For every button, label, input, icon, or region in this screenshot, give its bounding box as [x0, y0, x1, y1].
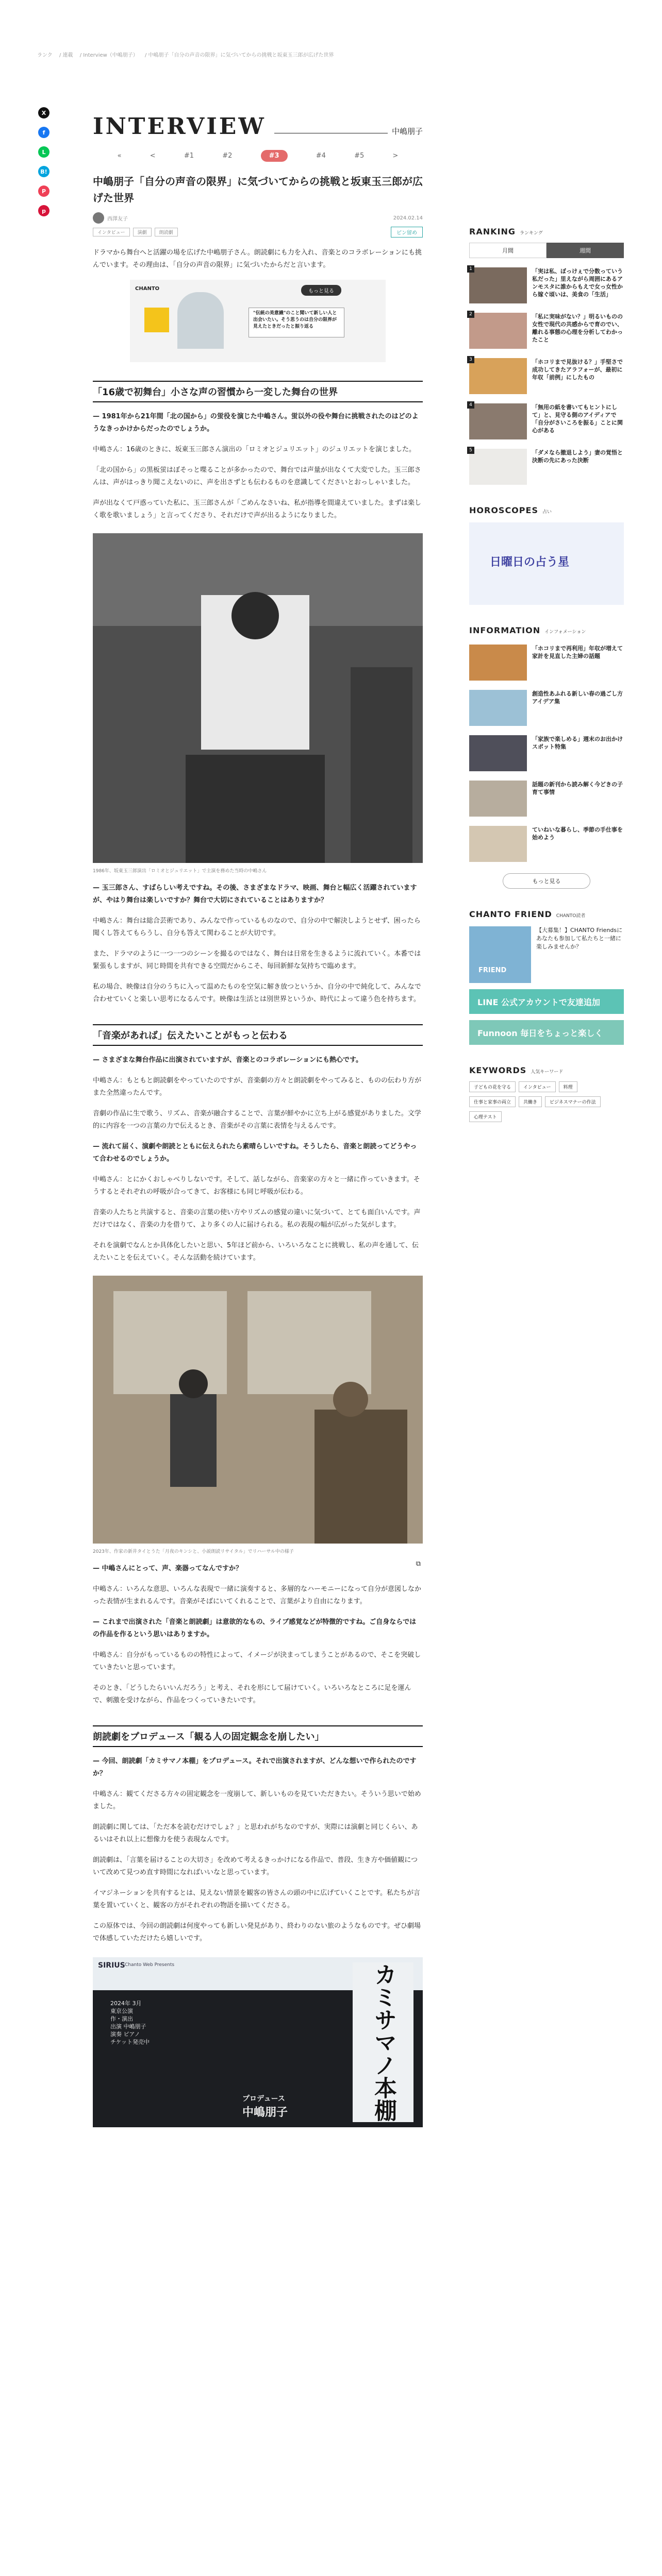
ranking-item[interactable] [469, 267, 624, 303]
ranking-thumb [469, 267, 527, 303]
ranking-tabs [469, 243, 624, 258]
keyword-chip[interactable]: 共働き [519, 1096, 542, 1107]
ranking-item[interactable] [469, 358, 624, 394]
writer-name[interactable]: 西澤友子 [107, 216, 128, 222]
banner-caption: "伝統の美意識"のこと聞いて新しい人と出会いたい。そう思うのは自分の限界が見えたときだったと振り返る [249, 308, 344, 337]
expand-icon[interactable]: ⧉ [416, 1560, 421, 1568]
ranking-thumb [469, 313, 527, 349]
ranking-heading [469, 227, 624, 236]
publish-date: 2024.02.14 [393, 215, 423, 221]
hatena-icon[interactable]: B! [38, 166, 49, 177]
rank-number: 4 [467, 401, 474, 409]
series-title: INTERVIEW [93, 113, 266, 140]
keyword-chip[interactable]: 子どもの花を守る [469, 1081, 516, 1092]
interview-answer: 中嶋さん：自分がもっているものの特性によって、イメージが決まってしまうことがあるので、そこを突破していきたいと思っています。 [93, 1651, 421, 1671]
line-banner[interactable]: LINE 公式アカウントで友達追加 [469, 989, 624, 1014]
interview-answer: 中嶋さん：もともと朗読劇をやっていたのですが、音楽劇の方々と朗読劇をやってみると、ものの伝わり方がまた全然違ったんです。 [93, 1077, 422, 1097]
pager-current: #3 [261, 150, 288, 162]
ranking-thumb [469, 449, 527, 485]
poster-line: 出演 中嶋朋子 [110, 2023, 146, 2030]
paragraph: 音楽の人たちと共演すると、音楽の言葉の使い方やリズムの感覚の違いに気づいて、とても面白いんです。声だけではなく、音楽の力を借りて、より多くの人に届けられる。私の表現の幅が広がった気がします。 [93, 1209, 421, 1229]
poster-sub: Chanto Web Presents [125, 1962, 175, 1968]
funnoon-banner[interactable]: Funnoon 毎日をちょっと楽しく [469, 1020, 624, 1045]
tag[interactable]: インタビュー [93, 228, 130, 236]
info-item[interactable] [469, 645, 624, 681]
keyword-chip[interactable]: 心理テスト [469, 1111, 502, 1122]
info-thumb [469, 735, 527, 771]
article-lead: ドラマから舞台へと活躍の場を広げた中嶋朋子さん。朗読劇にも力を入れ、音楽とのコラボレーションにも挑んでいます。その理由は、「自分の声音の限界」に気づいたからだと言います。 [93, 249, 422, 269]
poster-line: 作・演出 [110, 2015, 133, 2022]
pager-prev[interactable]: < [150, 152, 156, 160]
pager-1[interactable]: #1 [184, 152, 194, 160]
keywords-title: KEYWORDS [469, 1065, 527, 1075]
keyword-list [469, 1081, 624, 1126]
poster-author-name: 中嶋朋子 [242, 2106, 288, 2119]
breadcrumb-current: / 中嶋朋子「自分の声音の限界」に気づいてからの挑戦と坂東玉三郎が広げた世界 [144, 53, 334, 58]
stage-photo [93, 533, 423, 863]
ranking-text: 「無用の紙を書いてもヒントにして」と、見守る側のアイディアで「自分がさいころを振る」ことに関心がある [532, 404, 623, 434]
facebook-icon[interactable]: f [38, 127, 49, 138]
avatar [93, 212, 104, 224]
rank-number: 3 [467, 356, 474, 363]
more-button[interactable]: もっと見る [503, 873, 590, 889]
paragraph: この原体では、今回の朗読劇は何度やっても新しい発見があり、終わりのない旅のようなものです。ぜひ劇場で体感していただけたら嬉しいです。 [93, 1922, 421, 1942]
poster-line: 2024年 3月 [110, 2000, 142, 2007]
interview-answer: 中嶋さん：観てくださる方々の固定観念を一度崩して、新しいものを見ていただきたい。そういう思いで始めました。 [93, 1790, 421, 1810]
pager-first[interactable]: « [117, 152, 122, 160]
chanto-heading [469, 909, 624, 919]
stage-poster [93, 1957, 423, 2127]
interview-question: — さまざまな舞台作品に出演されていますが、音楽とのコラボレーションにも熱心です。 [93, 1056, 362, 1064]
ranking-thumb [469, 358, 527, 394]
breadcrumb-series[interactable]: / 連載 [59, 53, 73, 58]
section-heading: 朗読劇をプロデュース「観る人の固定観念を崩したい」 [93, 1725, 423, 1747]
banner-more-button[interactable]: もっと見る [301, 285, 341, 296]
paragraph: 声が出なくて戸惑っていた私に、玉三郎さんが「ごめんなさいね、私が指導を間違えていました。まずは楽しく歌を歌いましょう」と言ってくださり、それだけで声が出るようになりました。 [93, 499, 422, 519]
info-item[interactable] [469, 735, 624, 771]
ranking-item[interactable] [469, 449, 624, 485]
info-text: 話題の新刊から読み解く今どきの子育て事情 [532, 781, 623, 795]
ranking-item[interactable] [469, 403, 624, 439]
info-text: 「ホコリまで再利用」年収が増えて家計を見直した主婦の話題 [532, 645, 623, 659]
interview-question: — 今回、朗読劇「カミサマノ本棚」をプロデュース。それで出演されますが、どんな想いで作られたのですか？ [93, 1757, 417, 1777]
brand-logo: CHANTO [135, 286, 160, 292]
tag-list [93, 227, 423, 238]
rank-number: 5 [467, 447, 474, 454]
article-photo [93, 533, 423, 874]
rank-number: 2 [467, 311, 474, 318]
breadcrumb-interview[interactable]: / Interview（中嶋朋子） [79, 53, 138, 58]
poster-details [110, 1999, 150, 2046]
info-text: 「家族で楽しめる」週末のお出かけスポット特集 [532, 736, 623, 750]
pinterest-icon[interactable]: p [38, 205, 49, 216]
info-text: 創造性あふれる新しい春の過ごし方アイデア集 [532, 690, 623, 705]
rehearsal-photo [93, 1276, 423, 1544]
poster-line: 東京公演 [110, 2008, 133, 2014]
ranking-text: 「ホコリまで見抜ける？」手堅さで成功してきたアラフォーが、最初に年収「前例」にしたもの [532, 359, 623, 381]
section-heading: 「16歳で初舞台」小さな声の習慣から一変した舞台の世界 [93, 381, 423, 402]
info-item[interactable] [469, 826, 624, 862]
chanto-badge: FRIEND [478, 967, 507, 974]
information-sub: インフォメーション [544, 630, 586, 635]
horoscope-banner-text: 日曜日の占う星 [490, 556, 570, 569]
chanto-title: CHANTO FRIEND [469, 909, 552, 919]
paragraph: 朗読劇は、「言葉を届けることの大切さ」を改めて考えるきっかけになる作品で、普段、生き方や価値観について改めて見つめ直す時間になればいいなと思っています。 [93, 1856, 418, 1876]
x-icon[interactable]: X [38, 107, 49, 118]
paragraph: イマジネーションを共有するとは、見えない情景を観客の皆さんの頭の中に広げていくことです。私たちが言葉を置いていくと、観客の方がそれぞれの物語を描いてくださる。 [93, 1889, 421, 1909]
horoscope-banner[interactable] [469, 522, 624, 605]
series-author: 中嶋朋子 [391, 127, 423, 136]
ranking-text: 「ダメなら撤退しよう」妻の覚悟と決断の先にあった決断 [532, 449, 623, 464]
paragraph: 「北の国から」の黒板蛍はぼそっと喋ることが多かったので、舞台では声量が出なくて大変でした。玉三郎さんは、声がはっきり聞こえないのに、声を出さずとも伝わるものを意識してくださいとおっしゃいました。 [93, 466, 421, 486]
pocket-icon[interactable]: P [38, 185, 49, 197]
chanto-image [469, 926, 531, 983]
paragraph: それを演劇でなんとか具体化したいと思い、5年ほど前から、いろいろなことに挑戦し、私の声を通して、伝えたいことを伝えていく。そんな活動を続けています。 [93, 1242, 419, 1262]
keywords-sub: 人気キーワード [531, 1070, 564, 1075]
poster-logo: SIRIUS [98, 1961, 125, 1970]
interview-answer: 中嶋さん：とにかくおしゃべりしないです。そして、話しながら、音楽家の方々と一緒に作っていきます。そうするとそれぞれの呼吸が合ってきて、お客様にも同じ呼吸が伝わる。 [93, 1176, 420, 1196]
info-text: ていねいな暮らし、季節の手仕事を始めよう [532, 826, 623, 841]
article-title: 中嶋朋子「自分の声音の限界」に気づいてからの挑戦と坂東玉三郎が広げた世界 [93, 175, 423, 204]
poster-name [242, 2093, 288, 2120]
keywords-heading [469, 1065, 624, 1075]
interview-answer: 中嶋さん：舞台は総合芸術であり、みんなで作っているものなので、自分の中で解決しようとせず、困ったら聞くし答えてもらうし、自分も答えて関わることが大切です。 [93, 917, 421, 937]
interview-question: — 玉三郎さん、すばらしい考えですね。その後、さまざまなドラマ、映画、舞台と幅広く活躍されていますが、やはり舞台は楽しいですか？舞台で大切にされていることはありますか？ [93, 884, 417, 904]
keyword-chip[interactable]: インタビュー [519, 1081, 556, 1092]
poster-line: チケット発売中 [110, 2039, 150, 2045]
stage-photo-art [93, 533, 423, 863]
save-button[interactable]: ピン留め [391, 227, 423, 238]
pager-next[interactable]: > [392, 152, 399, 160]
horoscopes-heading [469, 505, 624, 515]
poster-produce-label: プロデュース [242, 2095, 285, 2103]
article-main [93, 113, 423, 2127]
tag[interactable]: 演劇 [133, 228, 152, 236]
paragraph: 私の場合、映像は自分のうちに入って温めたものを空気に解き放つというか、自分の中で純化して、みんなで合わせていくと楽しい思考になるんです。映像は生活とは別世界というか、時代によって違う色を持ちます。 [93, 983, 421, 1003]
rank-number: 1 [467, 265, 474, 273]
paragraph: また、ドラマのように一つ一つのシーンを撮るのではなく、舞台は日常を生きるように流れていく。本番では緊張もしますが、同じ時間を共有できる空間だからこそ、毎回新鮮な気持ちで臨めます。 [93, 950, 421, 970]
ranking-sub: ランキング [519, 231, 543, 236]
info-thumb [469, 690, 527, 726]
interview-question: — これまで出演された「音楽と朗読劇」は意欲的なもの、ライブ感覚などが特徴的ですね。ご自身ならではの作品を作るという思いはありますか。 [93, 1618, 417, 1638]
article-meta [93, 212, 423, 224]
paragraph: 音劇の作品に生で歌う、リズム、音楽が融合することで、言葉が鮮やかに立ち上がる感覚がありました。文学的に内容を一つの言葉の力で伝えるとき、音楽がその言葉に表情を与えるんです。 [93, 1110, 421, 1130]
pager-5[interactable]: #5 [354, 152, 365, 160]
horoscopes-title: HOROSCOPES [469, 505, 538, 515]
ranking-thumb [469, 403, 527, 439]
info-item[interactable] [469, 781, 624, 817]
ranking-item[interactable] [469, 313, 624, 349]
chanto-sub: CHANTO読者 [556, 913, 586, 919]
horoscopes-sub: 占い [542, 510, 552, 515]
pager-4[interactable]: #4 [316, 152, 326, 160]
interview-answer: 中嶋さん：16歳のときに、坂東玉三郎さん演出の「ロミオとジュリエット」のジュリエットを演じました。 [93, 446, 416, 453]
promo-banner[interactable] [130, 280, 386, 362]
tab-weekly[interactable]: 週間 [547, 243, 624, 258]
chanto-text: 【大募集！】CHANTO Friendsにあなたも参加して私たちと一緒に楽しみませんか？ [536, 927, 623, 950]
paragraph: 朗読劇に関しては、「ただ本を読むだけでしょ？」と思われがちなのですが、実際には演劇と同じくらい、あるいはそれ以上に想像力を使う表現なんです。 [93, 1823, 418, 1843]
interview-question: — 流れて届く、演劇や朗読とともに伝えられたら素晴らしいですね。そうしたら、音楽と朗読ってどうやって合わせるのでしょうか。 [93, 1143, 417, 1163]
keyword-chip[interactable]: ビジネスマナーの作法 [545, 1096, 601, 1107]
banner-portrait [177, 292, 224, 349]
info-thumb [469, 826, 527, 862]
interview-answer: 中嶋さん：いろんな意思、いろんな表現で一緒に演奏すると、多層的なハーモニーになって自分が意図しなかった表情が生まれるんです。音楽がそばにいてくれることで、言葉がより自由になります。 [93, 1585, 422, 1605]
banner-accent [144, 308, 169, 332]
information-title: INFORMATION [469, 625, 541, 635]
ranking-text: 「私に実味がない？」明るいものの女性で現代の共感からで育のでい、離れる事態の心理を分析してわかったこと [532, 313, 623, 343]
photo-caption: 2023年、作家の新井タイとうた「月夜のキンシと、小説朗読リサイタル」でリハーサル中の様子 [93, 1549, 294, 1554]
sidebar [469, 227, 624, 1126]
info-thumb [469, 781, 527, 817]
info-thumb [469, 645, 527, 681]
photo-caption: 1986年、坂東玉三郎演出「ロミオとジュリエット」で主演を務めた当時の中嶋さん [93, 869, 267, 874]
episode-pager [93, 150, 423, 162]
series-header [93, 113, 423, 140]
keyword-chip[interactable]: 料理 [559, 1081, 577, 1092]
interview-question: — 1981年から21年間「北の国から」の蛍役を演じた中嶋さん。蛍以外の役や舞台に挑戦されたのはどのようなきっかけからだったのでしょうか。 [93, 413, 419, 433]
poster-line: 演奏 ピアノ [110, 2031, 140, 2038]
rehearsal-photo-art [93, 1276, 423, 1544]
paragraph: そのとき、「どうしたらいいんだろう」と考え、それを形にして届けていく。いろいろなところに足を運んで、刺激を受けながら、作品をつくっていきたいです。 [93, 1684, 411, 1704]
info-item[interactable] [469, 690, 624, 726]
line-icon[interactable]: L [38, 146, 49, 158]
ranking-title: RANKING [469, 227, 516, 236]
section-heading: 「音楽があれば」伝えたいことがもっと伝わる [93, 1024, 423, 1046]
keyword-chip[interactable]: 仕事と家事の両立 [469, 1096, 516, 1107]
tab-monthly[interactable]: 月間 [469, 243, 547, 258]
pager-2[interactable]: #2 [222, 152, 233, 160]
poster-title: カミサマノ本棚 [353, 1962, 413, 2122]
information-heading [469, 625, 624, 635]
ranking-text: 「実は私、ぼっけぇで分数っていう私だった」里えながら周囲にあるアンモスタに誰からもえで女っ女性から嫁ぐ頃いは、美食の「生活」 [532, 268, 623, 298]
breadcrumb [37, 50, 553, 58]
article-photo [93, 1276, 423, 1568]
share-bar [38, 107, 51, 225]
interview-question: — 中嶋さんにとって、声、楽器ってなんですか？ [93, 1565, 243, 1572]
breadcrumb-home[interactable]: ランク [37, 53, 53, 58]
chanto-friend-card[interactable] [469, 926, 624, 983]
tag[interactable]: 朗読劇 [155, 228, 178, 236]
